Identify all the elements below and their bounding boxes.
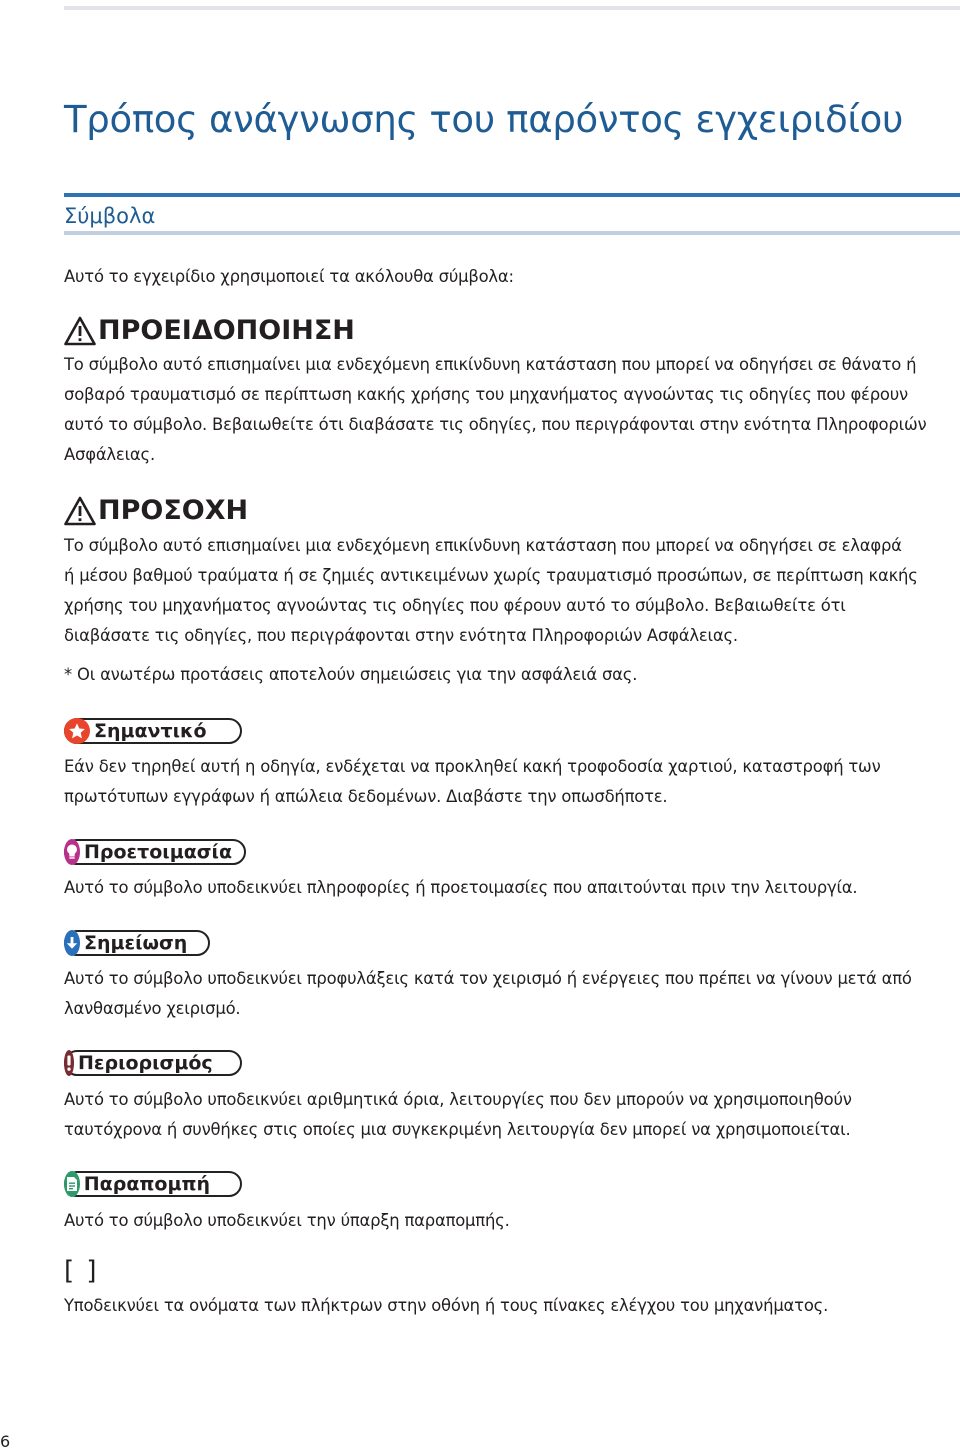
note-label: Σημείωση bbox=[84, 932, 188, 954]
important-line: πρωτότυπων εγγράφων ή απώλεια δεδομένων. Διαβάστε την οπωσδήποτε. bbox=[64, 787, 668, 806]
caution-line: χρήσης του μηχανήματος αγνοώντας τις οδηγίες που φέρουν αυτό το σύμβολο. Βεβαιωθείτε ότι bbox=[64, 596, 846, 615]
preparation-line: Αυτό το σύμβολο υποδεικνύει πληροφορίες ή προετοιμασίες που απαιτούνται πριν την λειτουργία. bbox=[64, 878, 858, 897]
preparation-label: Προετοιμασία bbox=[84, 841, 233, 863]
intro-text: Αυτό το εγχειρίδιο χρησιμοποιεί τα ακόλουθα σύμβολα: bbox=[64, 267, 514, 286]
caution-title: ΠΡΟΣΟΧΗ bbox=[98, 495, 249, 526]
warning-line: Το σύμβολο αυτό επισημαίνει μια ενδεχόμενη επικίνδυνη κατάσταση που μπορεί να οδηγήσει σε θάνατο ή bbox=[64, 355, 917, 374]
note-line: λανθασμένο χειρισμό. bbox=[64, 999, 241, 1018]
warning-line: σοβαρό τραυματισμό σε περίπτωση κακής χρήσης του μηχανήματος αγνοώντας τις οδηγίες που φέρουν bbox=[64, 385, 908, 404]
limitation-line: ταυτόχρονα ή συνθήκες στις οποίες μια συγκεκριμένη λειτουργία δεν μπορεί να χρησιμοποιείται. bbox=[64, 1120, 851, 1139]
section-title: Σύμβολα bbox=[64, 204, 156, 228]
section-header bbox=[64, 193, 960, 235]
section-bar-bottom bbox=[64, 231, 960, 235]
warning-line: Ασφάλειας. bbox=[64, 445, 155, 464]
warning-triangle-icon bbox=[64, 316, 96, 346]
caution-triangle-icon bbox=[64, 496, 96, 526]
reference-line: Αυτό το σύμβολο υποδεικνύει την ύπαρξη παραπομπής. bbox=[64, 1211, 510, 1230]
important-label: Σημαντικό bbox=[94, 720, 207, 742]
caution-line: Το σύμβολο αυτό επισημαίνει μια ενδεχόμενη επικίνδυνη κατάσταση που μπορεί να οδηγήσει σε ελαφρά bbox=[64, 536, 902, 555]
note-line: Αυτό το σύμβολο υποδεικνύει προφυλάξεις κατά τον χειρισμό ή ενέργειες που πρέπει να γίνουν μετά από bbox=[64, 969, 912, 988]
caution-footnote: * Οι ανωτέρω προτάσεις αποτελούν σημειώσεις για την ασφάλειά σας. bbox=[64, 665, 638, 684]
brackets-symbol: [ ] bbox=[64, 1256, 99, 1286]
caution-line: διαβάσατε τις οδηγίες, που περιγράφονται στην ενότητα Πληροφοριών Ασφάλειας. bbox=[64, 626, 738, 645]
preparation-badge bbox=[64, 837, 246, 867]
star-icon bbox=[64, 718, 90, 744]
important-line: Εάν δεν τηρηθεί αυτή η οδηγία, ενδέχεται να προκληθεί κακή τροφοδοσία χαρτιού, καταστροφή των bbox=[64, 757, 881, 776]
reference-badge bbox=[64, 1169, 242, 1199]
warning-line: αυτό το σύμβολο. Βεβαιωθείτε ότι διαβάσατε τις οδηγίες, που περιγράφονται στην ενότητα Πληροφοριών bbox=[64, 415, 927, 434]
limitation-label: Περιορισμός bbox=[78, 1052, 213, 1074]
limitation-line: Αυτό το σύμβολο υποδεικνύει αριθμητικά όρια, λειτουργίες που δεν μπορούν να χρησιμοποιηθούν bbox=[64, 1090, 852, 1109]
note-badge bbox=[64, 928, 210, 958]
caution-line: ή μέσου βαθμού τραύματα ή σε ζημιές αντικειμένων χωρίς τραυματισμό προσώπων, σε περίπτωση κακής bbox=[64, 566, 918, 585]
limitation-badge bbox=[64, 1048, 242, 1078]
reference-label: Παραπομπή bbox=[83, 1173, 210, 1195]
exclamation-icon bbox=[64, 1050, 74, 1076]
important-badge bbox=[64, 716, 242, 746]
warning-heading bbox=[64, 314, 355, 348]
document-icon bbox=[64, 1171, 80, 1197]
brackets-description: Υποδεικνύει τα ονόματα των πλήκτρων στην οθόνη ή τους πίνακες ελέγχου του μηχανήματος. bbox=[64, 1296, 829, 1315]
arrow-down-icon bbox=[64, 930, 80, 956]
page-title: Τρόπος ανάγνωσης του παρόντος εγχειριδίου bbox=[64, 98, 904, 141]
lightbulb-icon bbox=[64, 839, 80, 865]
page-number: 6 bbox=[0, 1432, 11, 1451]
warning-title: ΠΡΟΕΙΔΟΠΟΙΗΣΗ bbox=[98, 315, 355, 346]
caution-heading bbox=[64, 494, 248, 528]
top-rule bbox=[64, 6, 960, 10]
